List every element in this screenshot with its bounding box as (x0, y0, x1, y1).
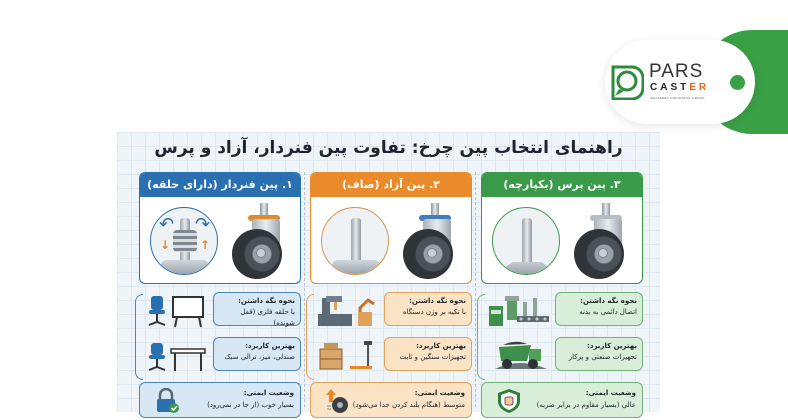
brand-name-bottom-a: CAST (650, 82, 690, 93)
usage-value: صندلی، میز، ترالی سبک (224, 353, 295, 361)
caster-wheel-icon (572, 203, 634, 279)
caster-pin-infographic (117, 132, 660, 412)
caster-wheel-icon (401, 203, 463, 279)
infographic-title: راهنمای انتخاب پین چرخ: تفاوت پین فنردار، آزاد و پرس (154, 138, 623, 158)
brand-name-bottom (650, 83, 709, 93)
holding-row (139, 292, 301, 332)
usage-label: بهترین کاربرد: (416, 342, 466, 350)
office-chair-whiteboard-icon (145, 294, 209, 328)
best-usage-box (384, 337, 472, 371)
holding-row (310, 292, 472, 332)
pallet-jack-icon (316, 339, 380, 373)
holding-value: اتصال دائمی به بدنه (579, 308, 637, 316)
spring-pin-card (139, 172, 301, 284)
safety-value: بسیار خوب (از جا در نمی‌رود) (207, 401, 294, 409)
pin-shaft (351, 218, 361, 266)
holding-row (481, 292, 643, 332)
column-spring-pin (139, 172, 301, 418)
usage-row (310, 337, 472, 377)
brand-dot (730, 75, 745, 90)
press-pin-image (482, 197, 642, 283)
column-press-pin (481, 172, 643, 418)
free-pin-image (311, 197, 471, 283)
safety-label: وضعیت ایمنی: (585, 389, 636, 397)
dump-truck-icon (487, 339, 551, 373)
safety-status-box (310, 382, 472, 418)
pars-caster-logo-icon (610, 64, 644, 100)
safety-value: عالی (بسیار مقاوم در برابر ضربه) (536, 401, 636, 409)
press-pin-detail-icon (492, 207, 560, 275)
spring-ring (173, 230, 197, 252)
safety-status-box (139, 382, 301, 418)
spring-pin-image (140, 197, 300, 283)
brand-tagline: VALIZADEH INDUSTRIAL GROUP (650, 96, 705, 100)
pin-base (332, 260, 380, 275)
usage-row (481, 337, 643, 377)
column-divider (304, 172, 305, 407)
free-pin-header: ۲. پین آزاد (صاف) (311, 173, 471, 197)
usage-row (139, 337, 301, 377)
free-pin-card (310, 172, 472, 284)
holding-method-box (384, 292, 472, 326)
caster-lift-arrow-icon (325, 388, 351, 414)
rotate-arrow-icon: ↶ (159, 214, 175, 235)
column-divider (475, 172, 476, 407)
holding-label: نحوه نگه داشتن: (580, 297, 637, 305)
arrow-down-icon: ↓ (160, 238, 171, 252)
best-usage-box (213, 337, 301, 371)
press-pin-header: ۳. پین پرس (یکپارچه) (482, 173, 642, 197)
caster-wheel-icon (230, 203, 292, 279)
safety-value: متوسط (هنگام بلند کردن جدا می‌شود) (352, 401, 465, 409)
column-free-pin (310, 172, 472, 418)
safety-label: وضعیت ایمنی: (243, 389, 294, 397)
factory-conveyor-icon (487, 294, 551, 328)
usage-label: بهترین کاربرد: (587, 342, 637, 350)
shield-fist-icon (496, 388, 522, 414)
safety-status-box (481, 382, 643, 418)
office-chair-table-icon (145, 339, 209, 373)
spring-pin-header: ۱. پین فنردار (دارای حلقه) (140, 173, 300, 197)
holding-method-box (555, 292, 643, 326)
pin-shaft (522, 218, 532, 266)
usage-value: تجهیزات صنعتی و پرکار (568, 353, 637, 361)
holding-value: با تکیه بر وزن دستگاه (402, 308, 466, 316)
usage-value: تجهیزات سنگین و ثابت (399, 353, 466, 361)
holding-label: نحوه نگه داشتن: (238, 297, 295, 305)
free-pin-detail-icon (321, 207, 389, 275)
safety-label: وضعیت ایمنی: (414, 389, 465, 397)
holding-method-box (213, 292, 301, 326)
rotate-arrow-icon: ↷ (195, 214, 211, 235)
brand-name-bottom-b: ER (689, 82, 710, 93)
padlock-check-icon (154, 388, 180, 414)
pin-base (161, 260, 209, 275)
usage-label: بهترین کاربرد: (245, 342, 295, 350)
arrow-up-icon: ↑ (200, 238, 211, 252)
press-pin-card (481, 172, 643, 284)
machine-tool-icon (316, 294, 380, 328)
brand-name-top: PARS (649, 61, 704, 82)
spring-pin-detail-icon (150, 207, 218, 275)
holding-value: با حلقه فلزی (قفل شونده) (240, 308, 295, 327)
holding-label: نحوه نگه داشتن: (409, 297, 466, 305)
pin-plate (492, 262, 560, 275)
best-usage-box (555, 337, 643, 371)
